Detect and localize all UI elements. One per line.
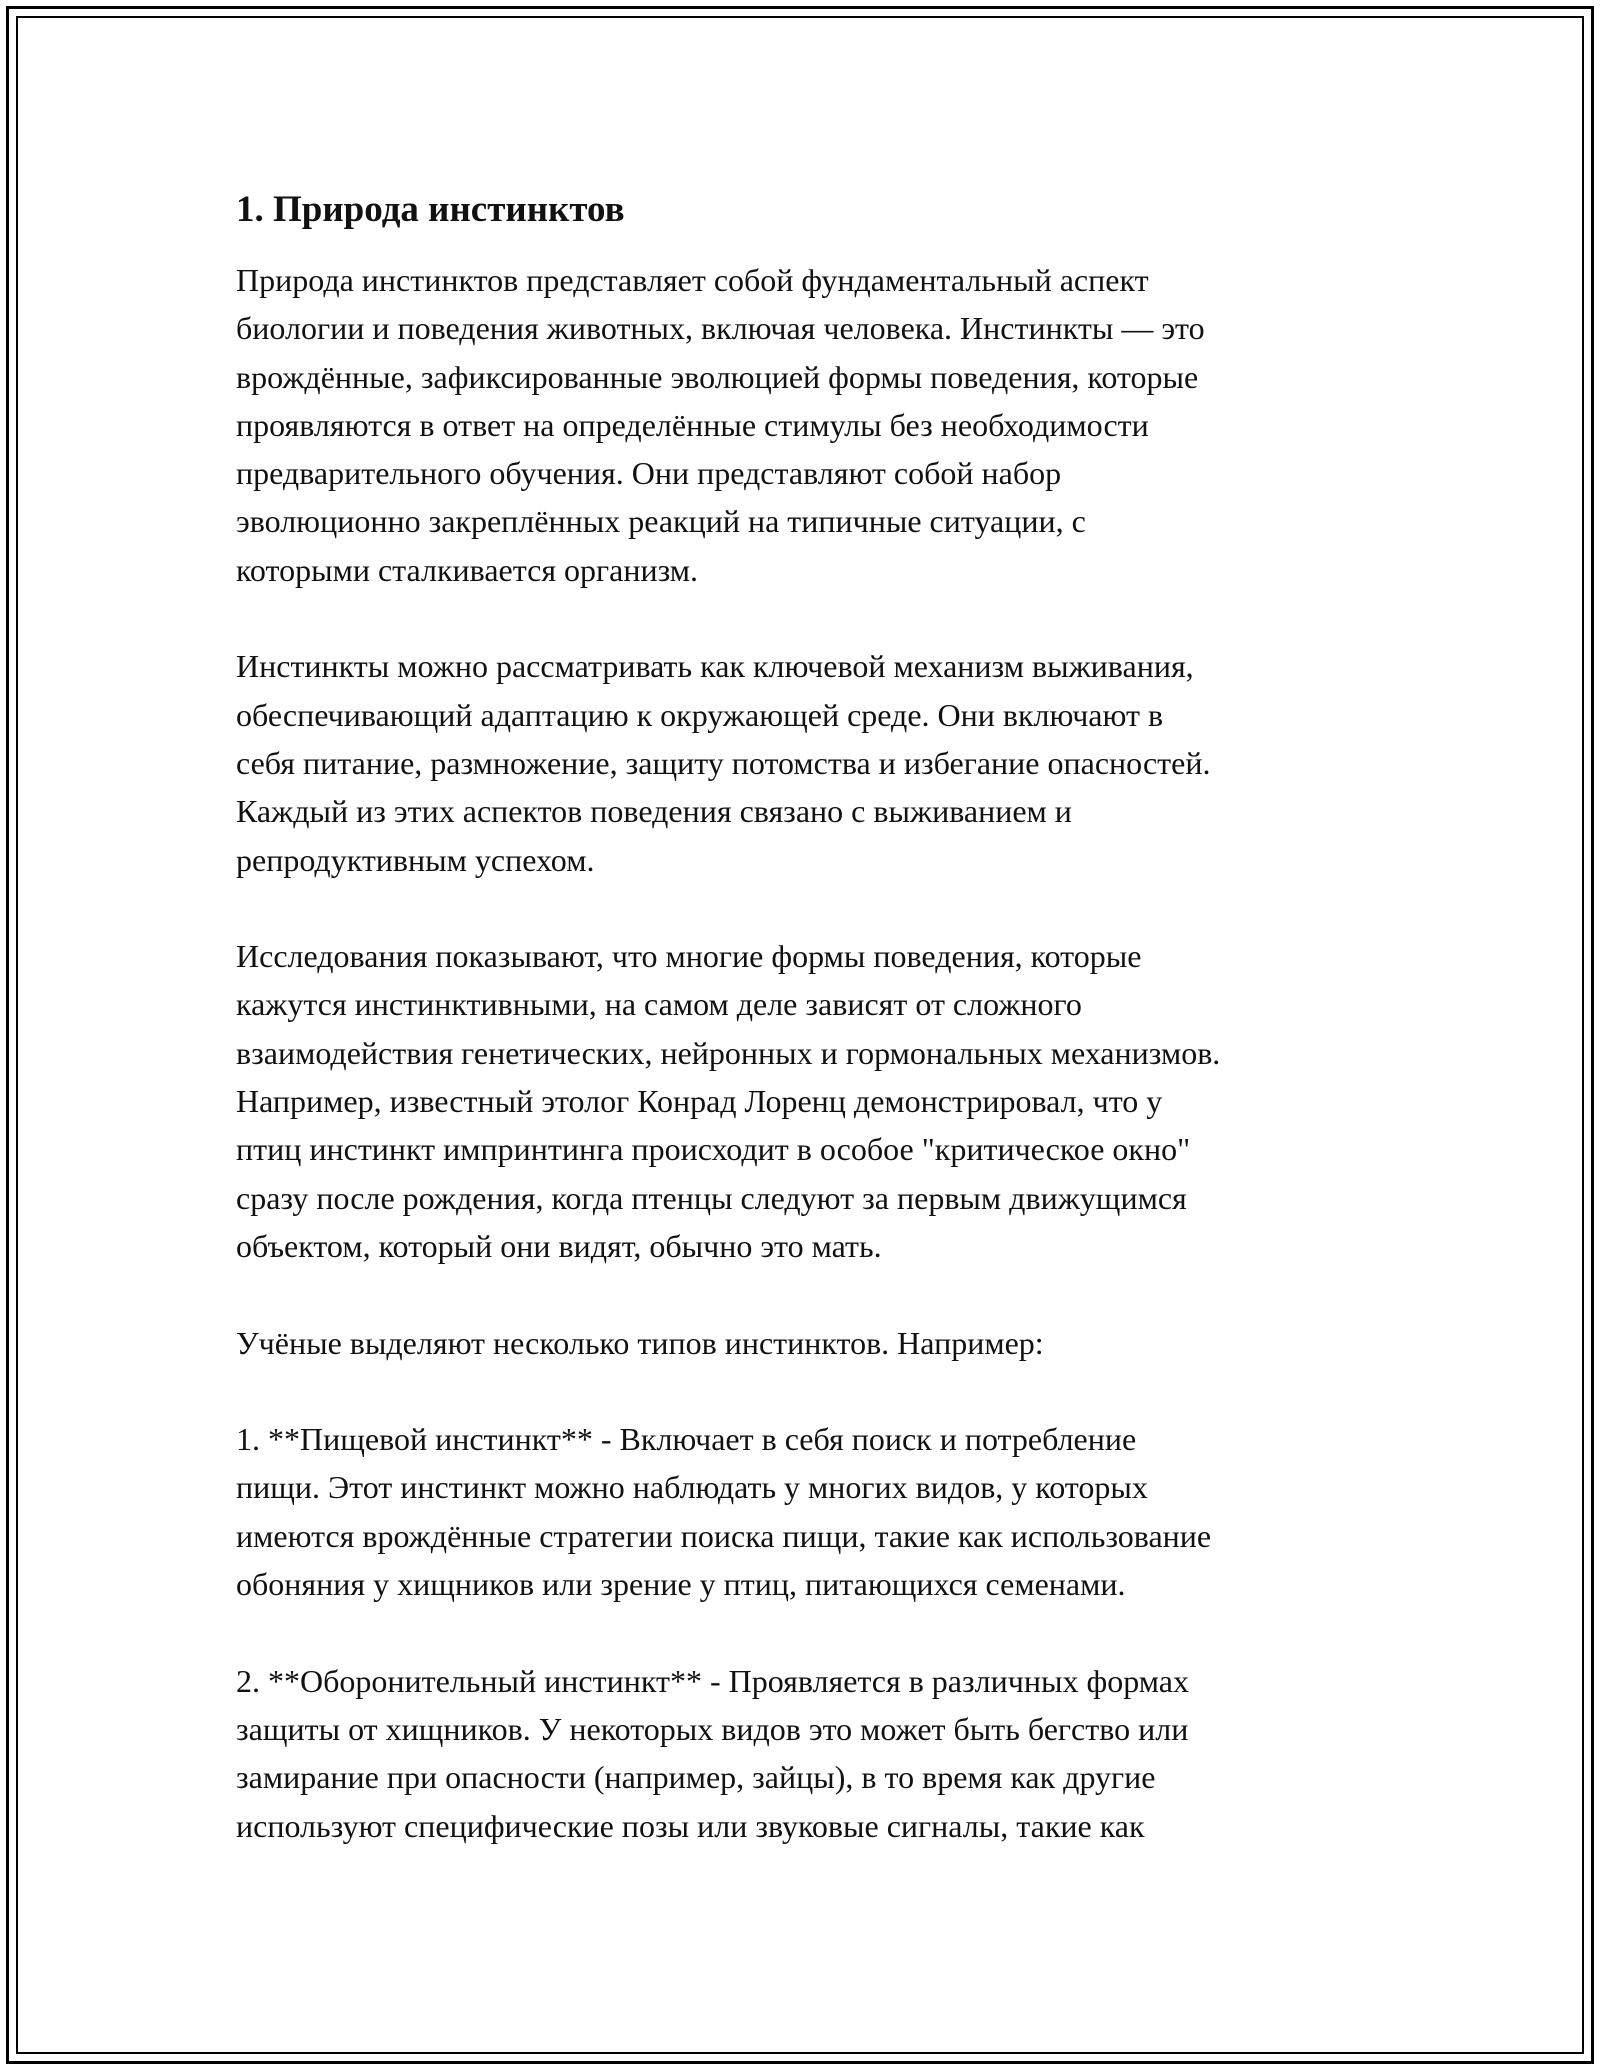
document-body (236, 186, 1386, 1898)
list-item-food-instinct: 1. **Пищевой инстинкт** - Включает в себя поиск и потребление пищи. Этот инстинкт можно наблюдать у многих видов, у которых имеются врождённые стратегии поиска пищи, такие как использование обоняния у хищников или зрение у птиц, питающихся семенами. (236, 1421, 1212, 1603)
paragraph-intro: Природа инстинктов представляет собой фундаментальный аспект биологии и поведения животных, включая человека. Инстинкты — это врождённые, зафиксированные эволюцией формы поведения, которые проявляются в ответ на определённые стимулы без необходимости предварительного обучения. Они представляют собой набор эволюционно закреплённых реакций на типичные ситуации, с которыми сталкивается организм. (236, 262, 1205, 588)
paragraph-survival: Инстинкты можно рассматривать как ключевой механизм выживания, обеспечивающий адаптацию к окружающей среде. Они включают в себя питание, размножение, защиту потомства и избегание опасностей. Каждый из этих аспектов поведения связано с выживанием и репродуктивным успехом. (236, 648, 1211, 878)
paragraph-research: Исследования показывают, что многие формы поведения, которые кажутся инстинктивными, на самом деле зависят от сложного взаимодействия генетических, нейронных и гормональных механизмов. Например, известный этолог Конрад Лоренц демонстрировал, что у птиц инстинкт импринтинга происходит в особое "критическое окно" сразу после рождения, когда птенцы следуют за первым движущимся объектом, который они видят, обычно это мать. (236, 938, 1221, 1264)
section-heading: 1. Природа инстинктов (236, 189, 625, 230)
list-item-defensive-instinct: 2. **Оборонительный инстинкт** - Проявляется в различных формах защиты от хищников. У некоторых видов это может быть бегство или замирание при опасности (например, зайцы), в то время как другие используют специфические позы или звуковые сигналы, такие как (236, 1662, 1189, 1844)
paragraph-types-intro: Учёные выделяют несколько типов инстинктов. Например: (236, 1324, 1044, 1361)
